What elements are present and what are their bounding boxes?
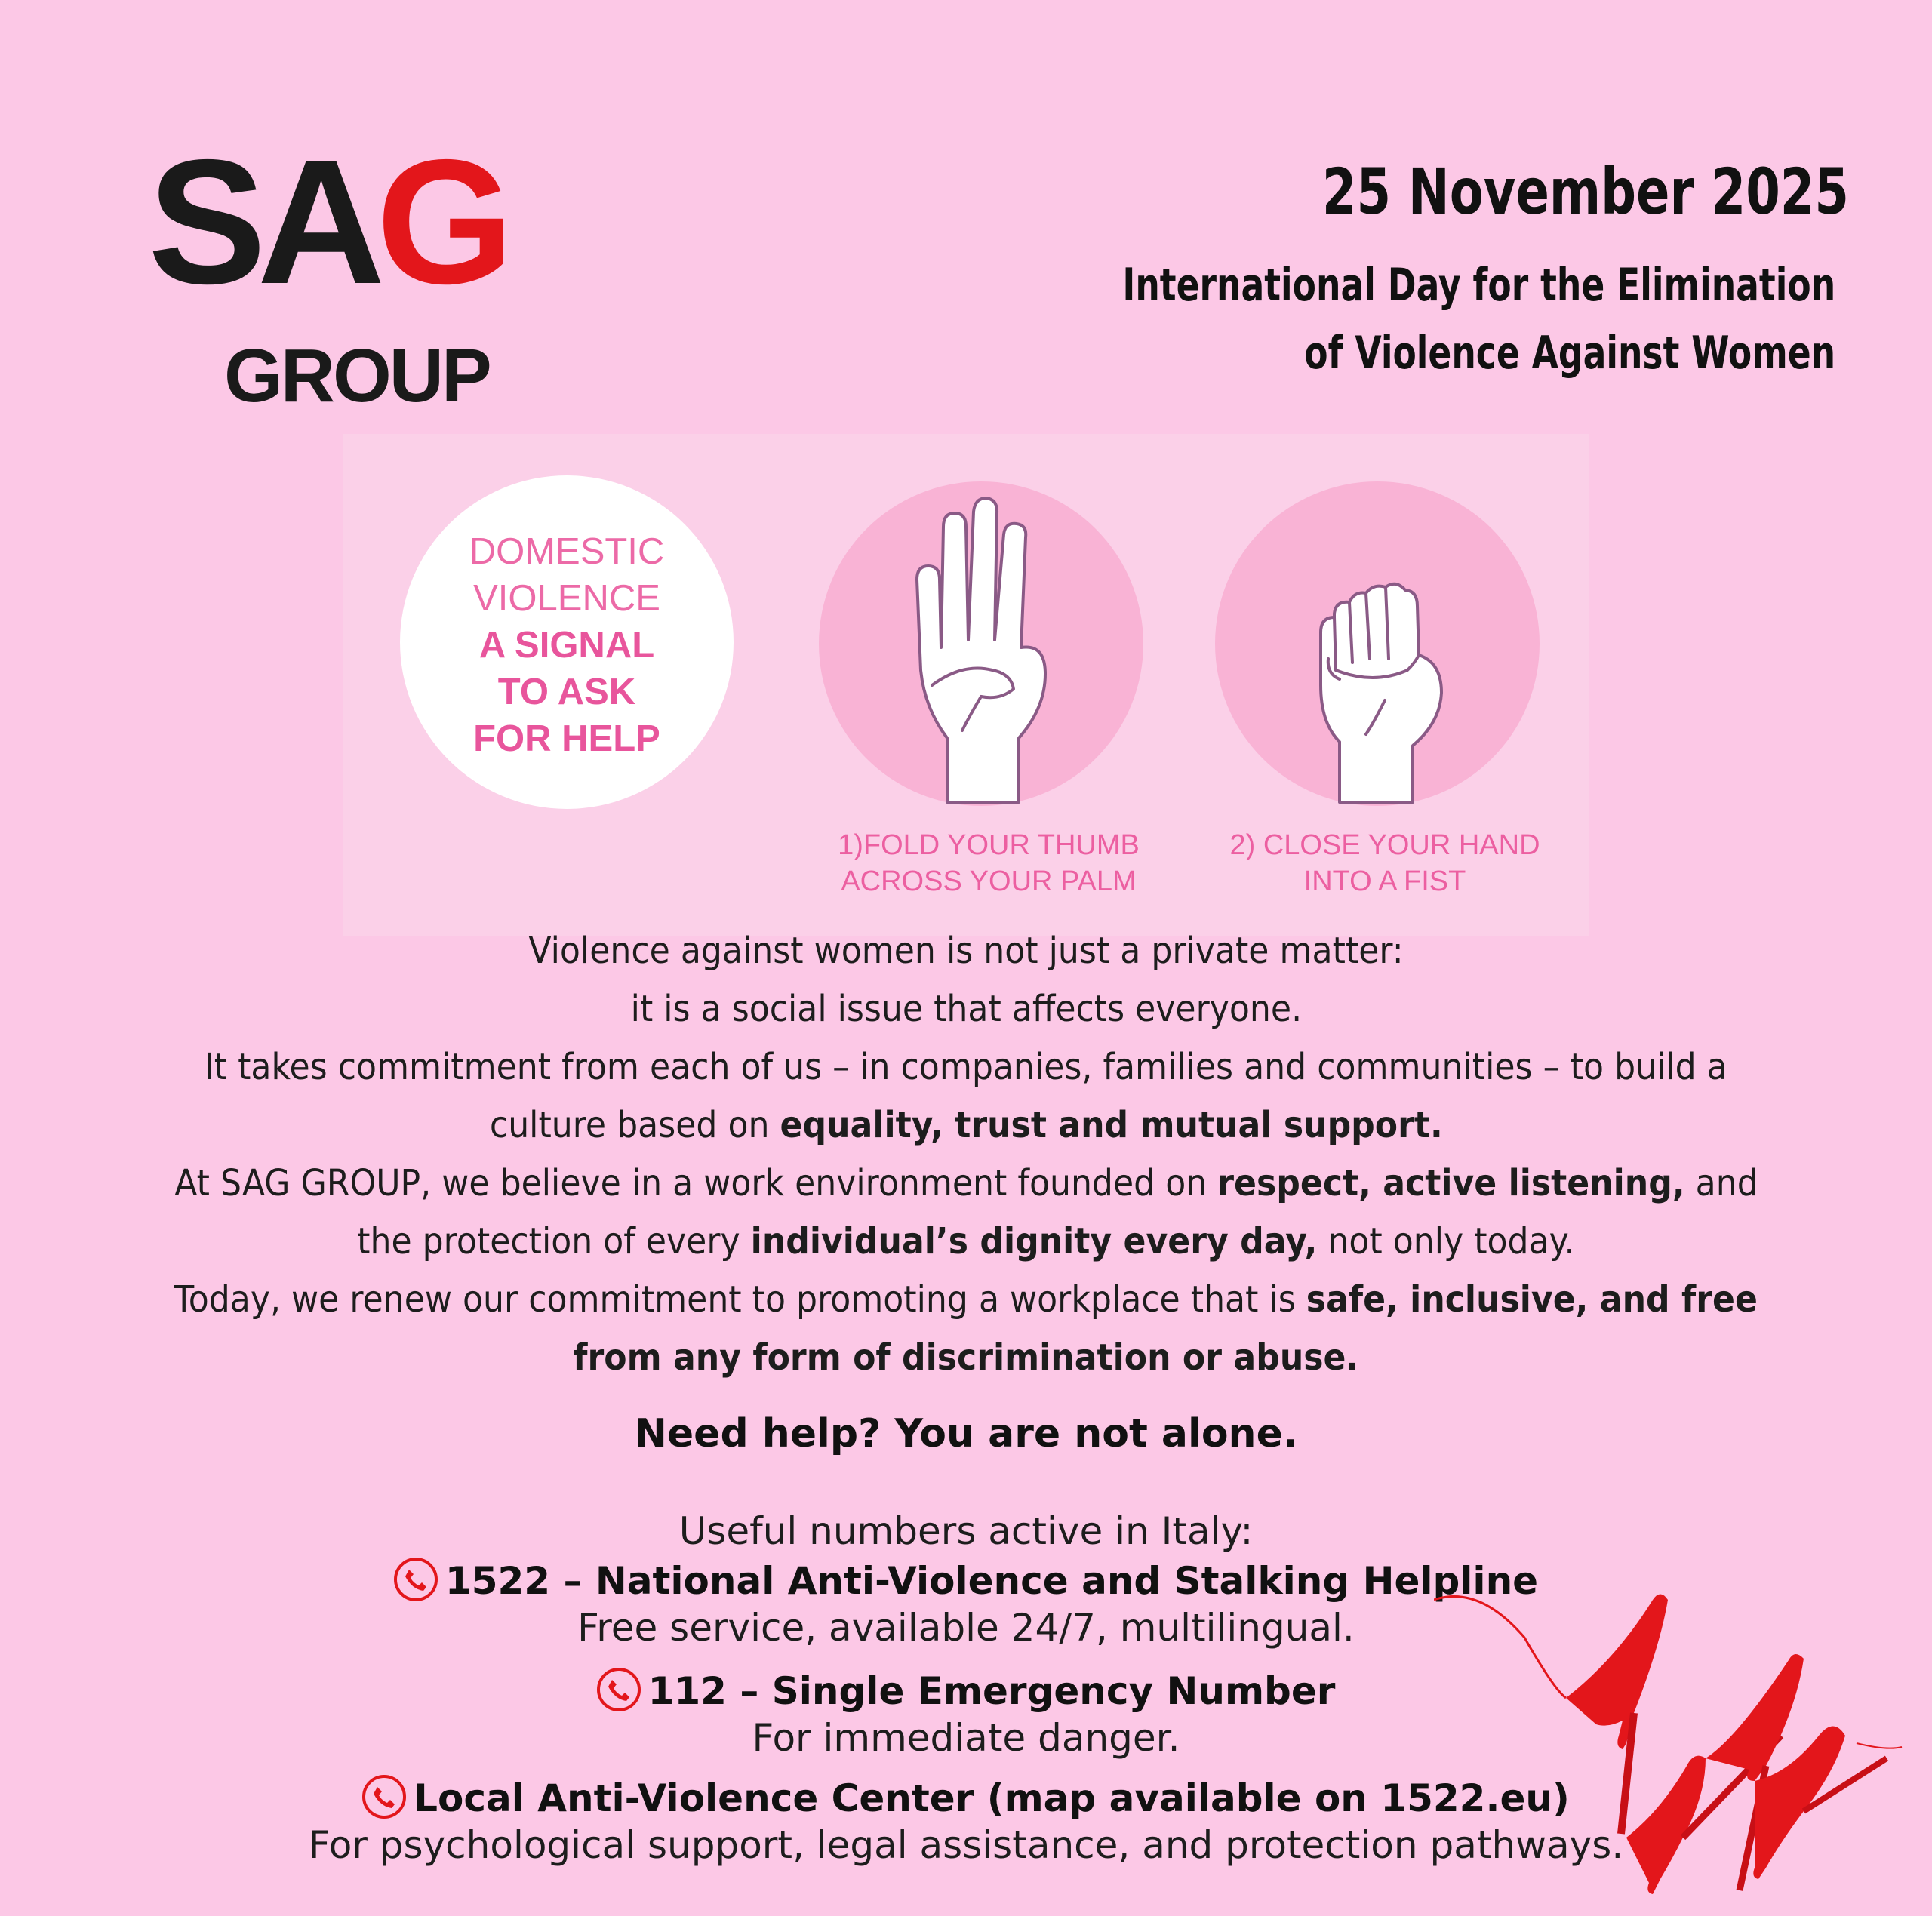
number-desc-1522: Free service, available 24/7, multilingual. [577, 1605, 1355, 1650]
body-p4-l2-bold: from any form of discrimination or abuse. [573, 1336, 1359, 1379]
signal-text [400, 528, 734, 762]
phone-icon [362, 1775, 406, 1819]
step-2-caption: 2) CLOSE YOUR HAND INTO A FIST [1229, 829, 1540, 897]
body-text [0, 922, 1932, 1387]
body-p2-l2-pre: culture based on [489, 1104, 780, 1146]
body-line-5 [0, 1155, 1932, 1213]
hand-circle-2 [1215, 481, 1540, 806]
body-line-3 [0, 1038, 1932, 1096]
body-p1-l2: it is a social issue that affects everyone. [630, 988, 1302, 1030]
number-desc-local-center: For psychological support, legal assistance, and protection pathways. [308, 1822, 1624, 1867]
hand-fist-icon [1215, 481, 1540, 806]
body-p4-l1-bold: safe, inclusive, and free [1306, 1278, 1758, 1321]
subtitle-line-1: International Day for the Elimination [1122, 259, 1835, 312]
body-line-8 [0, 1329, 1932, 1387]
body-p3-l1-bold: respect, active listening, [1217, 1162, 1685, 1204]
logo-sa: SA [148, 122, 377, 321]
event-subtitle [1122, 251, 1835, 387]
logo-group-text: GROUP [224, 334, 490, 418]
signal-line-1: DOMESTIC [469, 531, 665, 572]
event-date: 25 November 2025 [1321, 155, 1849, 229]
signal-line-5: FOR HELP [473, 718, 660, 759]
body-line-4 [0, 1096, 1932, 1155]
logo-g: G [376, 122, 506, 321]
signal-line-3: A SIGNAL [478, 625, 655, 666]
subtitle-line-2: of Violence Against Women [1304, 327, 1835, 380]
body-line-6 [0, 1213, 1932, 1271]
step-1-caption: 1)FOLD YOUR THUMB ACROSS YOUR PALM [838, 829, 1140, 897]
body-line-1 [0, 922, 1932, 980]
body-p3-l2-post: not only today. [1317, 1220, 1575, 1262]
body-line-7 [0, 1271, 1932, 1329]
hand-circle-1 [819, 481, 1143, 806]
phone-icon [597, 1668, 641, 1711]
body-p3-l1-pre: At SAG GROUP, we believe in a work environment founded on [174, 1162, 1217, 1204]
number-head-1522-text: 1522 – National Anti-Violence and Stalking Helpline [445, 1559, 1539, 1603]
number-desc-112: For immediate danger. [752, 1715, 1180, 1760]
phone-icon [394, 1558, 438, 1601]
numbers-title: Useful numbers active in Italy: [678, 1509, 1254, 1553]
signal-line-2: VIOLENCE [473, 578, 660, 619]
help-title: Need help? You are not alone. [634, 1411, 1298, 1456]
body-p2-l1: It takes commitment from each of us – in companies, families and communities – to build a [204, 1046, 1728, 1088]
body-p2-l2-bold: equality, trust and mutual support. [780, 1104, 1443, 1146]
body-line-2 [0, 980, 1932, 1038]
body-p1-l1: Violence against women is not just a private matter: [528, 930, 1404, 972]
body-p3-l2-bold: individual’s dignity every day, [750, 1220, 1318, 1262]
number-head-112-text: 112 – Single Emergency Number [648, 1669, 1336, 1713]
sag-logo [148, 122, 506, 321]
red-heels-illustration [1434, 1577, 1917, 1909]
body-p3-l1-post: and [1684, 1162, 1758, 1204]
hand-thumb-folded-icon [819, 481, 1143, 806]
body-p3-l2-pre: the protection of every [357, 1220, 751, 1262]
body-p4-l1-pre: Today, we renew our commitment to promoting a workplace that is [174, 1278, 1307, 1321]
number-head-local-center-text: Local Anti-Violence Center (map available on 1522.eu) [414, 1776, 1570, 1820]
signal-line-4: TO ASK [497, 672, 636, 712]
